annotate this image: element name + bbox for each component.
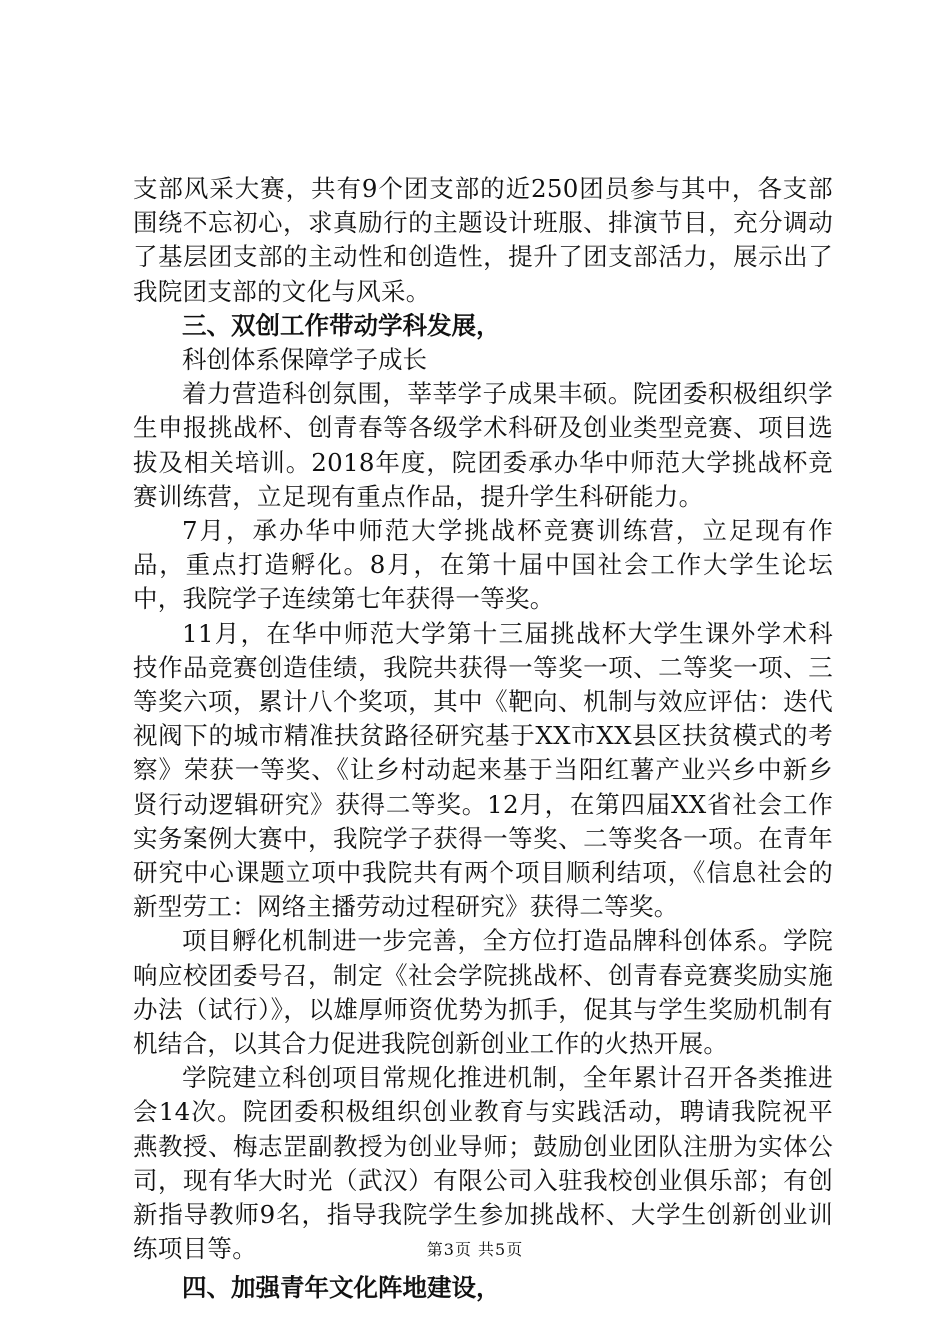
paragraph-november-awards: 11月，在华中师范大学第十三届挑战杯大学生课外学术科技作品竞赛创造佳绩，我院共获得一等奖一项、二等奖一项、三等奖六项，累计八个奖项，其中《靶向、机制与效应评估：迭代视阀下的城市精准扶贫路径研究基于XX市XX县区扶贫模式的考察》荣获一等奖、《让乡村动起来基于当阳红薯产业兴乡中新乡贤行动逻辑研究》获得二等奖。12月，在第四届XX省社会工作实务案例大赛中，我院学子获得一等奖、二等奖各一项。在青年研究中心课题立项中我院共有两个项目顺利结项，《信息社会的新型劳工：网络主播劳动过程研究》获得二等奖。 [133, 618, 833, 922]
document-body [133, 172, 833, 1305]
paragraph-july-august: 7月，承办华中师范大学挑战杯竞赛训练营，立足现有作品，重点打造孵化。8月，在第十届中国社会工作大学生论坛中，我院学子连续第七年获得一等奖。 [133, 516, 833, 614]
section-heading-four: 四、加强青年文化阵地建设， [182, 1272, 501, 1302]
paragraph-branch-contest: 支部风采大赛，共有9个团支部的近250团员参与其中，各支部围绕不忘初心，求真励行的主题设计班服、排演节目，充分调动了基层团支部的主动性和创造性，提升了团支部活力，展示出了我院团支部的文化与风采。 [133, 174, 833, 306]
section-heading-three: 三、双创工作带动学科发展， [182, 310, 501, 340]
paragraph-regular-mechanism: 学院建立科创项目常规化推进机制，全年累计召开各类推进会14次。院团委积极组织创业教育与实践活动，聘请我院祝平燕教授、梅志罡副教授为创业导师；鼓励创业团队注册为实体公司，现有华大时光（武汉）有限公司入驻我校创业俱乐部；有创新指导教师9名，指导我院学生参加挑战杯、大学生创新创业训练项目等。 [133, 1063, 833, 1264]
paragraph-incubation-mechanism: 项目孵化机制进一步完善，全方位打造品牌科创体系。学院响应校团委号召，制定《社会学院挑战杯、创青春竞赛奖励实施办法（试行）》，以雄厚师资优势为抓手，促其与学生奖励机制有机结合，以其合力促进我院创新创业工作的火热开展。 [133, 926, 833, 1059]
section-subheading-three: 科创体系保障学子成长 [182, 345, 427, 375]
page-footer: 第3页 共5页 [426, 1240, 524, 1259]
paragraph-innovation-atmosphere: 着力营造科创氛围，莘莘学子成果丰硕。院团委积极组织学生申报挑战杯、创青春等各级学术科研及创业类型竞赛、项目选拔及相关培训。2018年度，院团委承办华中师范大学挑战杯竞赛训练营，立足现有重点作品，提升学生科研能力。 [133, 379, 833, 511]
